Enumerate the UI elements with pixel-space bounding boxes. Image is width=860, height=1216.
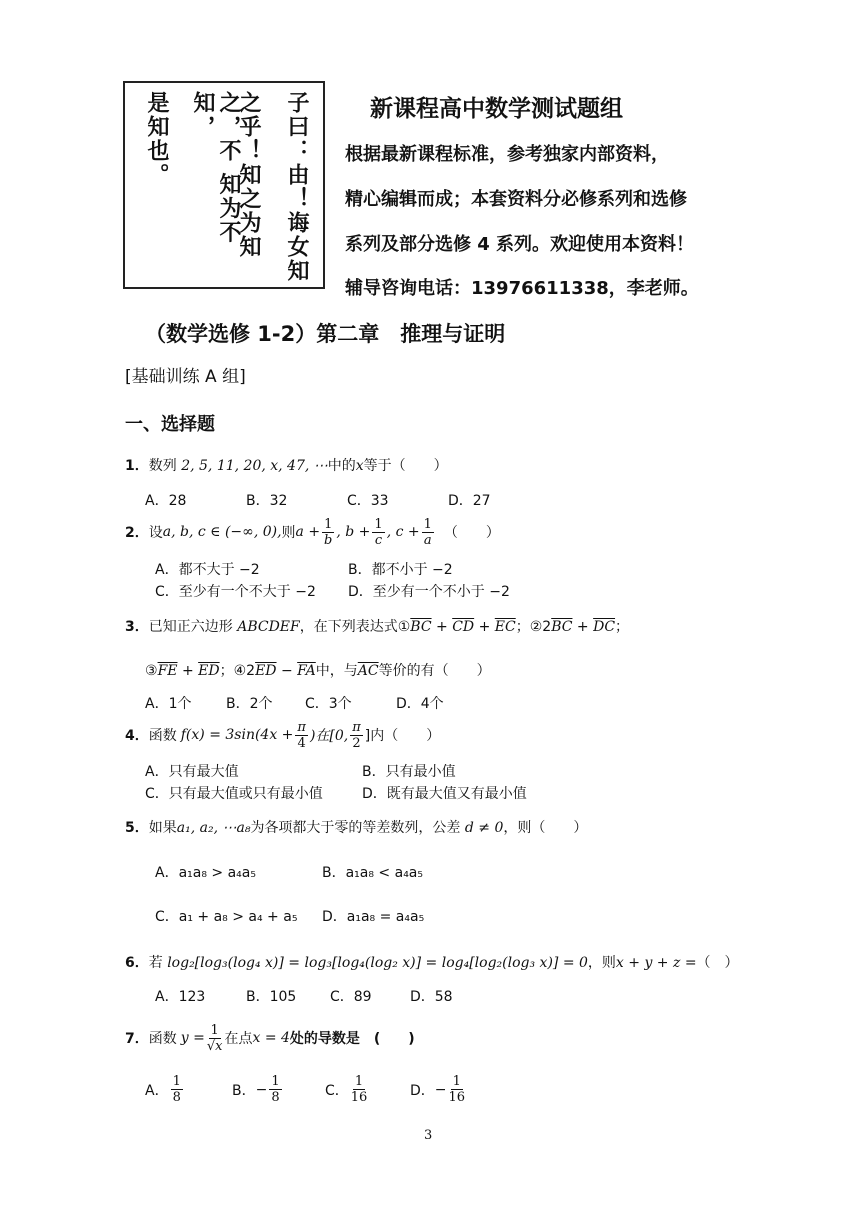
vector: $\overline{DC}$ bbox=[593, 619, 616, 635]
q4-option-a: A．只有最大值 bbox=[145, 764, 239, 780]
question-text: ]内（ ） bbox=[364, 728, 441, 744]
q1-option-b: B．32 bbox=[246, 493, 288, 509]
q5-option-d: D．a₁a₈ = a₄a₅ bbox=[322, 909, 425, 925]
math-expression: a + bbox=[295, 524, 321, 540]
fraction: $\frac{1}{a}$ bbox=[423, 516, 432, 548]
question-5 bbox=[125, 817, 587, 837]
page-number: 3 bbox=[424, 1128, 433, 1143]
math-expression: x + y + z = bbox=[615, 955, 697, 971]
math-expression: x = 4 bbox=[252, 1030, 290, 1046]
q5-option-b: B．a₁a₈ < a₄a₅ bbox=[322, 865, 424, 881]
math-expression: , b + bbox=[336, 524, 371, 540]
question-6 bbox=[125, 952, 739, 972]
vector: $\overline{BC}$ bbox=[551, 619, 573, 635]
math-expression: , c + bbox=[386, 524, 420, 540]
q1-option-a: A．28 bbox=[145, 493, 187, 509]
question-text: 在点 bbox=[224, 1031, 253, 1047]
q1-option-d: D．27 bbox=[448, 493, 491, 509]
math-expression: f(x) = 3sin(4x + bbox=[180, 727, 294, 743]
vector: $\overline{ED}$ bbox=[198, 663, 220, 679]
q3-option-c: C．3个 bbox=[305, 696, 352, 712]
question-3-line-1: 3．已知正六边形 ABCDEF，在下列表达式$①\overline{BC} + \overline{CD} + \overline{EC}$；$②2\overline{BC} + \overline{DC}$； bbox=[125, 619, 630, 635]
quote-column-3: 之，不 知为不知， bbox=[190, 91, 241, 245]
header-line-2: 精心编辑而成；本套资料分必修系列和选修 bbox=[345, 189, 687, 210]
q3-option-a: A．1个 bbox=[145, 696, 192, 712]
question-text: 函数 bbox=[148, 728, 177, 744]
math-coefficient: 2 bbox=[246, 663, 256, 679]
q2-option-a: A．都不大于 −2 bbox=[155, 562, 260, 578]
math-variable: x bbox=[355, 458, 364, 474]
q7-option-b: B． − $\frac{1}{8}$ bbox=[232, 1074, 280, 1105]
q6-option-d: D．58 bbox=[410, 989, 453, 1005]
question-text: （ ） bbox=[696, 955, 739, 971]
question-text: 如果 bbox=[148, 820, 177, 836]
question-text: 中，与 bbox=[315, 663, 358, 679]
q2-option-d: D．至少有一个不小于 −2 bbox=[348, 584, 510, 600]
question-text: ，则 bbox=[587, 955, 616, 971]
question-text: 已知正六边形 bbox=[148, 619, 233, 635]
group-label: [基础训练 A 组] bbox=[125, 367, 246, 387]
question-number: 1． bbox=[125, 458, 149, 474]
q7-option-a: A． $\frac{1}{8}$ bbox=[145, 1074, 181, 1105]
quote-column-4: 是知也。 bbox=[144, 91, 169, 187]
q3-option-d: D．4个 bbox=[396, 696, 444, 712]
fraction: $\frac{1}{√x}$ bbox=[206, 1022, 223, 1054]
question-text: 等价的有（ ） bbox=[378, 663, 491, 679]
header-line-1: 根据最新课程标准，参考独家内部资料， bbox=[345, 144, 669, 165]
question-text: ；② bbox=[515, 619, 543, 635]
fraction: $\frac{\pi}{4}$ bbox=[297, 719, 306, 751]
fraction: $\frac{\pi}{2}$ bbox=[352, 719, 361, 751]
section-title: 一、选择题 bbox=[125, 414, 215, 435]
vector: $\overline{FA}$ bbox=[297, 663, 316, 679]
q4-option-b: B．只有最小值 bbox=[362, 764, 456, 780]
q6-option-b: B．105 bbox=[246, 989, 297, 1005]
question-2 bbox=[125, 510, 500, 554]
question-text: 等于（ ） bbox=[363, 458, 448, 474]
question-number: 3． bbox=[125, 619, 149, 635]
question-1 bbox=[125, 455, 448, 475]
q1-option-c: C．33 bbox=[347, 493, 389, 509]
question-3-line-2: $③\overline{FE} + \overline{ED}$；$④2\overline{ED} - \overline{FA}$中，与$\overline{AC}$等价的有（ ） bbox=[145, 663, 491, 679]
fraction: $\frac{1}{c}$ bbox=[374, 516, 383, 548]
header-title: 新课程高中数学测试题组 bbox=[370, 96, 623, 122]
math-expression: log₂[log₃(log₄ x)] = log₃[log₄(log₂ x)] = log₄[log₂(log₃ x)] = 0 bbox=[167, 955, 588, 971]
vector: $\overline{ED}$ bbox=[255, 663, 277, 679]
q5-option-c: C．a₁ + a₈ > a₄ + a₅ bbox=[155, 909, 298, 925]
quote-box bbox=[123, 81, 325, 289]
question-text: 为各项都大于零的等差数列，公差 bbox=[250, 820, 461, 836]
math-expression: a, b, c ∈ (−∞, 0), bbox=[162, 524, 282, 540]
math-expression: d ≠ 0 bbox=[464, 820, 504, 836]
vector: $\overline{EC}$ bbox=[494, 619, 516, 635]
quote-column-1: 子曰：由！诲女知 bbox=[284, 91, 309, 283]
header-line-3: 系列及部分选修 4 系列。欢迎使用本资料！ bbox=[345, 234, 695, 255]
math-expression: y = bbox=[180, 1030, 205, 1046]
question-text: ③ bbox=[145, 663, 158, 679]
question-text: ； bbox=[615, 619, 630, 635]
quote-column-2: 之乎！知之为知 bbox=[236, 91, 261, 259]
chapter-title: （数学选修 1-2）第二章 推理与证明 bbox=[145, 322, 506, 346]
vector: $\overline{AC}$ bbox=[357, 663, 379, 679]
q5-option-a: A．a₁a₈ > a₄a₅ bbox=[155, 865, 256, 881]
math-expression: )在[0, bbox=[309, 728, 349, 744]
vector: $\overline{BC}$ bbox=[410, 619, 432, 635]
question-number: 7． bbox=[125, 1031, 149, 1047]
question-text: 则 bbox=[281, 525, 296, 541]
question-text: ，在下列表达式① bbox=[299, 619, 411, 635]
question-text: 中的 bbox=[327, 458, 356, 474]
header-line-4: 辅导咨询电话：13976611338，李老师。 bbox=[345, 278, 699, 299]
q6-option-a: A．123 bbox=[155, 989, 206, 1005]
math-expression: a₁, a₂, ⋯a₈ bbox=[176, 820, 251, 836]
question-text: 处的导数是 ( ) bbox=[289, 1031, 415, 1047]
question-text: 若 bbox=[148, 955, 163, 971]
question-4 bbox=[125, 713, 440, 757]
question-text: ；④ bbox=[219, 663, 247, 679]
question-text: ，则（ ） bbox=[503, 820, 588, 836]
q2-option-c: C．至少有一个不大于 −2 bbox=[155, 584, 316, 600]
q6-option-c: C．89 bbox=[330, 989, 372, 1005]
q4-option-c: C．只有最大值或只有最小值 bbox=[145, 786, 323, 802]
question-number: 5． bbox=[125, 820, 149, 836]
question-7 bbox=[125, 1016, 415, 1060]
q2-option-b: B．都不小于 −2 bbox=[348, 562, 453, 578]
q7-option-c: C． $\frac{1}{16}$ bbox=[325, 1074, 368, 1105]
question-text: （ ） bbox=[443, 525, 500, 541]
fraction: $\frac{1}{b}$ bbox=[324, 516, 333, 548]
question-text: 设 bbox=[148, 525, 163, 541]
vector: $\overline{FE}$ bbox=[157, 663, 178, 679]
question-text: 函数 bbox=[148, 1031, 177, 1047]
question-text: 数列 bbox=[148, 458, 177, 474]
question-number: 6． bbox=[125, 955, 149, 971]
math-expression: 2, 5, 11, 20, x, 47, ⋯ bbox=[181, 458, 328, 474]
vector: $\overline{CD}$ bbox=[452, 619, 475, 635]
q7-option-d: D． − $\frac{1}{16}$ bbox=[410, 1074, 466, 1105]
question-number: 4． bbox=[125, 728, 149, 744]
math-coefficient: 2 bbox=[542, 619, 552, 635]
math-expression: ABCDEF bbox=[237, 619, 300, 635]
q3-option-b: B．2个 bbox=[226, 696, 273, 712]
q4-option-d: D．既有最大值又有最小值 bbox=[362, 786, 527, 802]
question-number: 2． bbox=[125, 525, 149, 541]
